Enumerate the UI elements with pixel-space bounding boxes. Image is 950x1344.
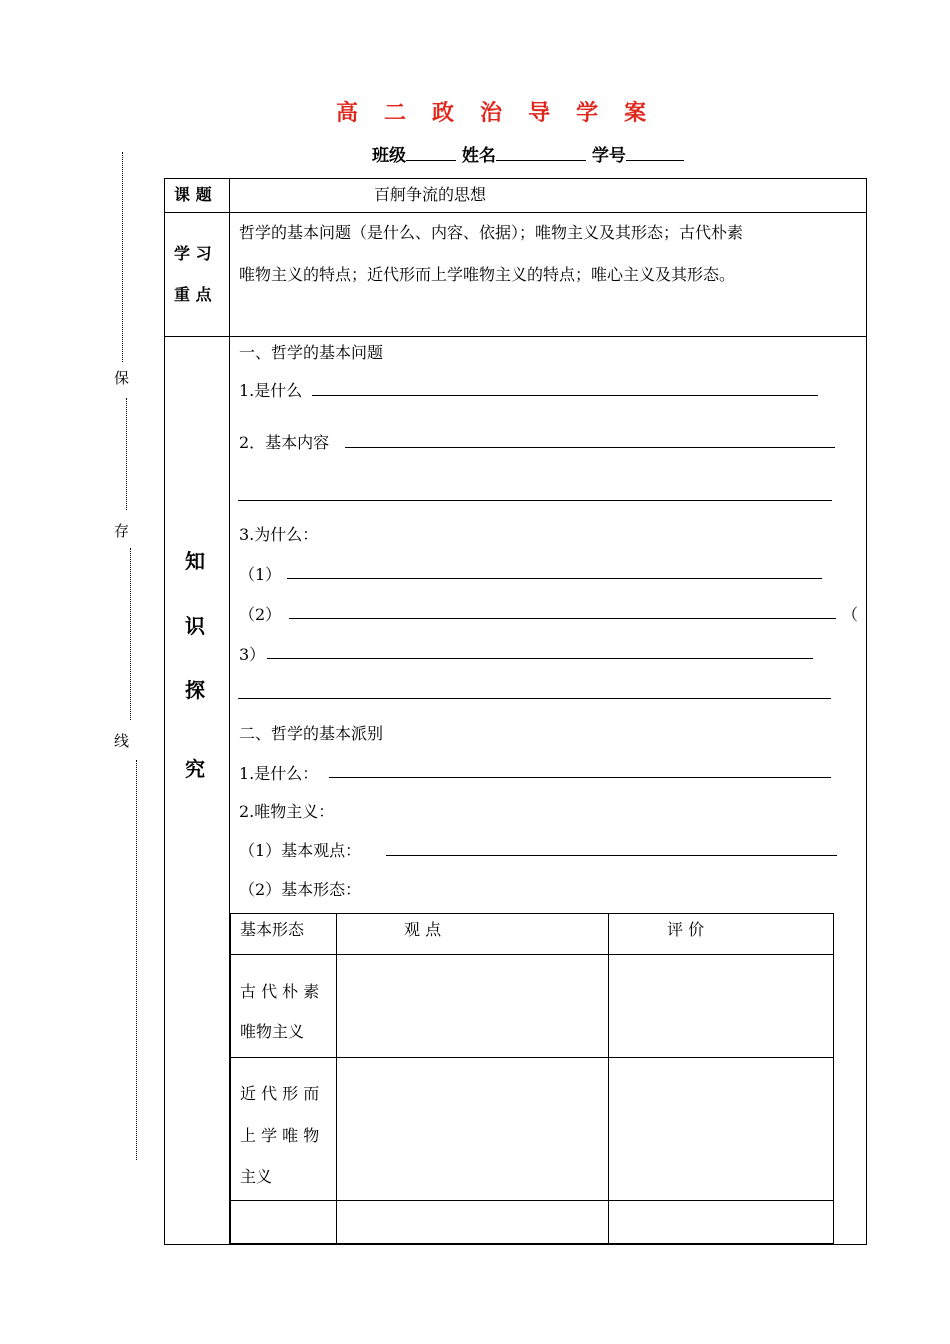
- title-char: 学: [576, 100, 599, 126]
- id-blank[interactable]: [626, 144, 684, 161]
- question-label: 2．基本内容: [239, 433, 330, 452]
- answer-blank[interactable]: [312, 395, 818, 396]
- answer-blank[interactable]: [238, 500, 832, 501]
- table-cell: 近 代 形 而: [240, 1084, 320, 1103]
- answer-blank[interactable]: [287, 578, 822, 579]
- table-cell: 古 代 朴 素: [240, 982, 320, 1001]
- name-blank[interactable]: [496, 144, 586, 161]
- question-label: 3.为什么：: [239, 525, 319, 544]
- point-label: （1）基本观点：: [239, 841, 362, 860]
- explore-label-char: 识: [185, 614, 205, 638]
- answer-blank[interactable]: [238, 698, 831, 699]
- answer-blank[interactable]: [386, 855, 837, 856]
- section-heading: 二、哲学的基本派别: [239, 724, 384, 743]
- table-header: 基本形态: [240, 920, 305, 939]
- title-char: 治: [480, 100, 503, 126]
- row-divider: [164, 212, 866, 213]
- margin-char: 保: [114, 369, 130, 387]
- column-divider: [336, 913, 337, 1243]
- title-char: 政: [432, 100, 455, 126]
- title-char: 案: [624, 100, 647, 126]
- table-cell: 上 学 唯 物: [240, 1126, 320, 1145]
- table-header: 观 点: [404, 920, 442, 939]
- section-heading: 一、哲学的基本问题: [239, 343, 384, 362]
- focus-label: 学 习: [174, 244, 212, 263]
- name-label: 姓名: [461, 146, 496, 166]
- question-label: 1.是什么：: [239, 764, 319, 783]
- student-info-line: [372, 141, 684, 166]
- focus-text: 唯物主义的特点；近代形而上学唯物主义的特点；唯心主义及其形态。: [239, 265, 736, 284]
- class-label: 班级: [372, 146, 406, 166]
- question-label: 2.唯物主义：: [239, 802, 335, 821]
- row-divider: [164, 336, 866, 337]
- topic-value: 百舸争流的思想: [374, 185, 487, 204]
- answer-blank[interactable]: [289, 618, 836, 619]
- margin-char: 存: [114, 522, 130, 540]
- explore-label-char: 究: [185, 757, 205, 781]
- answer-blank[interactable]: [329, 777, 831, 778]
- explore-label-char: 知: [185, 549, 205, 573]
- binding-line: [130, 548, 131, 720]
- title-char: 二: [384, 100, 407, 126]
- binding-line: [136, 760, 137, 1160]
- explore-label-char: 探: [185, 678, 205, 702]
- table-header: 评 价: [667, 920, 705, 939]
- row-divider: [230, 954, 833, 955]
- answer-blank[interactable]: [345, 447, 835, 448]
- page-title: [336, 96, 716, 127]
- reason-label: （1）: [239, 565, 282, 584]
- id-label: 学号: [591, 146, 626, 166]
- answer-blank[interactable]: [267, 658, 813, 659]
- forms-table: [230, 913, 834, 1244]
- binding-line: [122, 152, 123, 362]
- binding-line: [126, 398, 127, 510]
- class-blank[interactable]: [406, 144, 456, 161]
- focus-text: 哲学的基本问题（是什么、内容、依据）；唯物主义及其形态；古代朴素: [239, 223, 744, 242]
- title-char: 导: [528, 100, 551, 126]
- question-label: 1.是什么: [239, 381, 303, 400]
- reason-label-open: （: [842, 605, 859, 624]
- reason-label: 3）: [239, 645, 266, 664]
- column-divider: [608, 913, 609, 1243]
- point-label: （2）基本形态：: [239, 880, 362, 899]
- topic-label: 课 题: [174, 185, 212, 204]
- table-cell: 主义: [240, 1167, 273, 1186]
- reason-label: （2）: [239, 605, 282, 624]
- focus-label: 重 点: [174, 285, 212, 304]
- margin-char: 线: [114, 732, 130, 750]
- table-cell: 唯物主义: [240, 1022, 305, 1041]
- title-char: 高: [336, 100, 359, 126]
- row-divider: [230, 1200, 833, 1201]
- row-divider: [230, 1057, 833, 1058]
